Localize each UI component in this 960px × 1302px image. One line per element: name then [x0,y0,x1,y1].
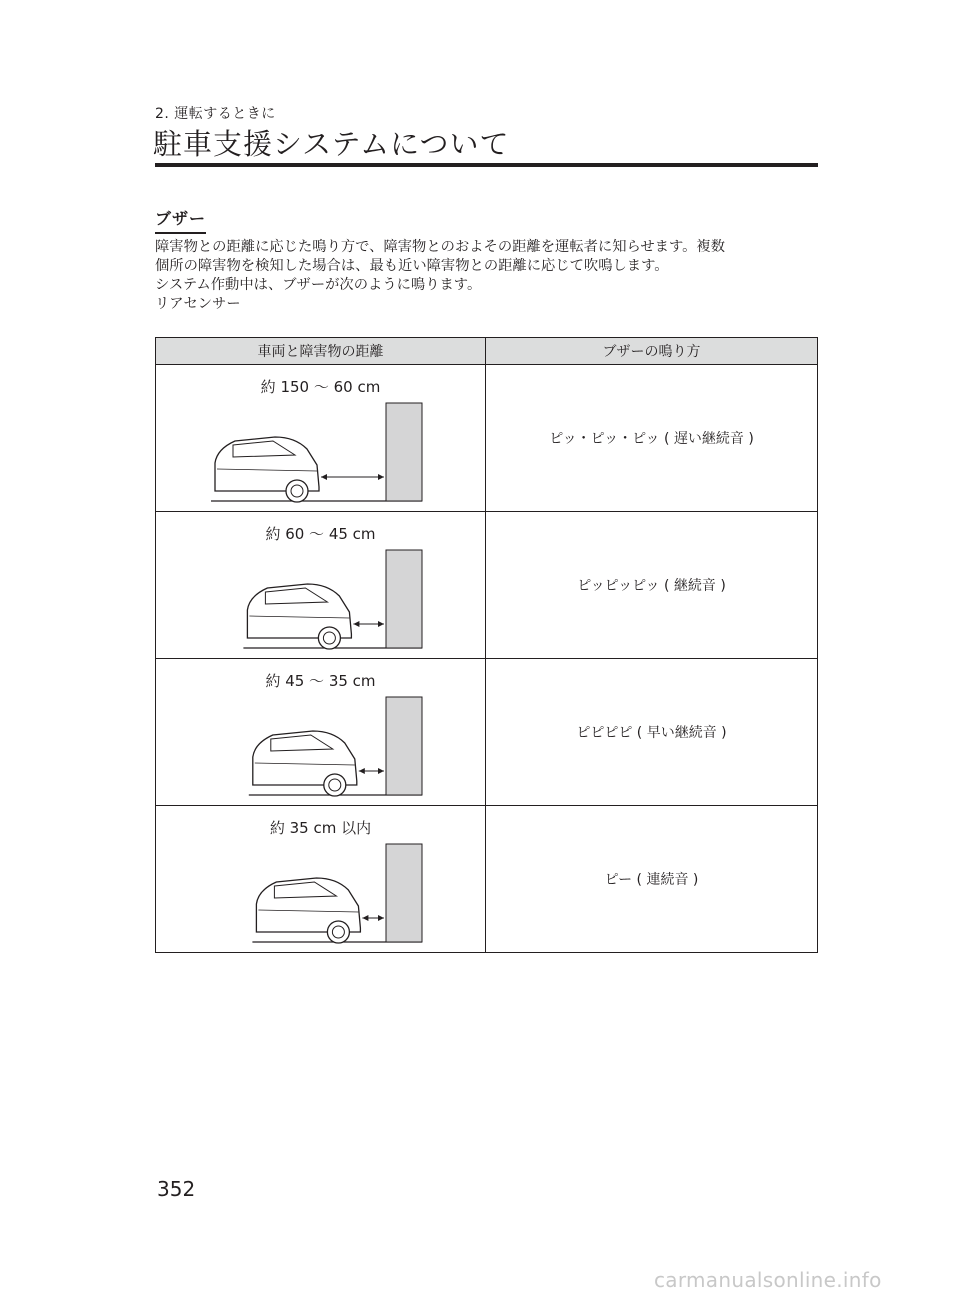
header-sound: ブザーの鳴り方 [486,338,818,365]
distance-label: 約 45 ～ 35 cm [265,672,376,690]
distance-cell [156,365,486,512]
distance-arrow-head-left [353,621,359,627]
table-row [156,365,818,512]
table-header-row [156,338,818,365]
header-distance: 車両と障害物の距離 [156,338,486,365]
distance-arrow-head-right [378,621,384,627]
distance-cell [156,659,486,806]
buzzer-description [155,238,825,314]
car-rear-wheel [318,627,340,649]
car-rear-wheel [327,921,349,943]
sound-label: ピー ( 連続音 ) [604,872,699,888]
sound-label: ピピピピ ( 早い継続音 ) [576,725,727,741]
car-distance-diagram [156,659,486,805]
car-distance-diagram [156,806,486,952]
description-line-2: 個所の障害物を検知した場合は、最も近い障害物との距離に応じて吹鳴します。 [155,258,669,274]
table-row [156,806,818,953]
car-rear-wheel [324,774,346,796]
obstacle-wall [386,844,422,942]
description-line-1: 障害物との距離に応じた鳴り方で、障害物とのおよその距離を運転者に知らせます。複数 [155,239,726,255]
obstacle-wall [386,697,422,795]
description-line-4: リアセンサー [155,296,241,312]
distance-cell [156,512,486,659]
sound-cell [486,659,818,806]
distance-label: 約 150 ～ 60 cm [260,378,381,396]
car-rear-wheel [286,480,308,502]
distance-arrow-head-right [378,768,384,774]
table-row [156,659,818,806]
buzzer-table [155,337,818,953]
section-label: 2. 運転するときに [155,106,276,122]
sound-label: ピッ・ピッ・ピッ ( 遅い継続音 ) [549,431,754,447]
description-line-3: システム作動中は、ブザーが次のように鳴ります。 [155,277,482,293]
distance-arrow-head-left [359,768,365,774]
distance-label: 約 35 cm 以内 [269,819,372,837]
distance-arrow-head-right [378,474,384,480]
sound-label: ピッピッピッ ( 継続音 ) [577,578,726,594]
obstacle-wall [386,550,422,648]
distance-cell [156,806,486,953]
table-row [156,512,818,659]
car-distance-diagram [156,365,486,511]
page-title: 駐車支援システムについて [153,127,510,161]
distance-arrow-head-left [321,474,327,480]
sound-cell [486,806,818,953]
car-distance-diagram [156,512,486,658]
title-rule [155,163,818,167]
distance-arrow-head-left [362,915,368,921]
sound-cell [486,512,818,659]
distance-arrow-head-right [378,915,384,921]
obstacle-wall [386,403,422,501]
buzzer-heading: ブザー [155,206,206,234]
watermark: carmanualsonline.info [654,1268,882,1292]
sound-cell [486,365,818,512]
page-number: 352 [157,1177,196,1201]
distance-label: 約 60 ～ 45 cm [265,525,376,543]
